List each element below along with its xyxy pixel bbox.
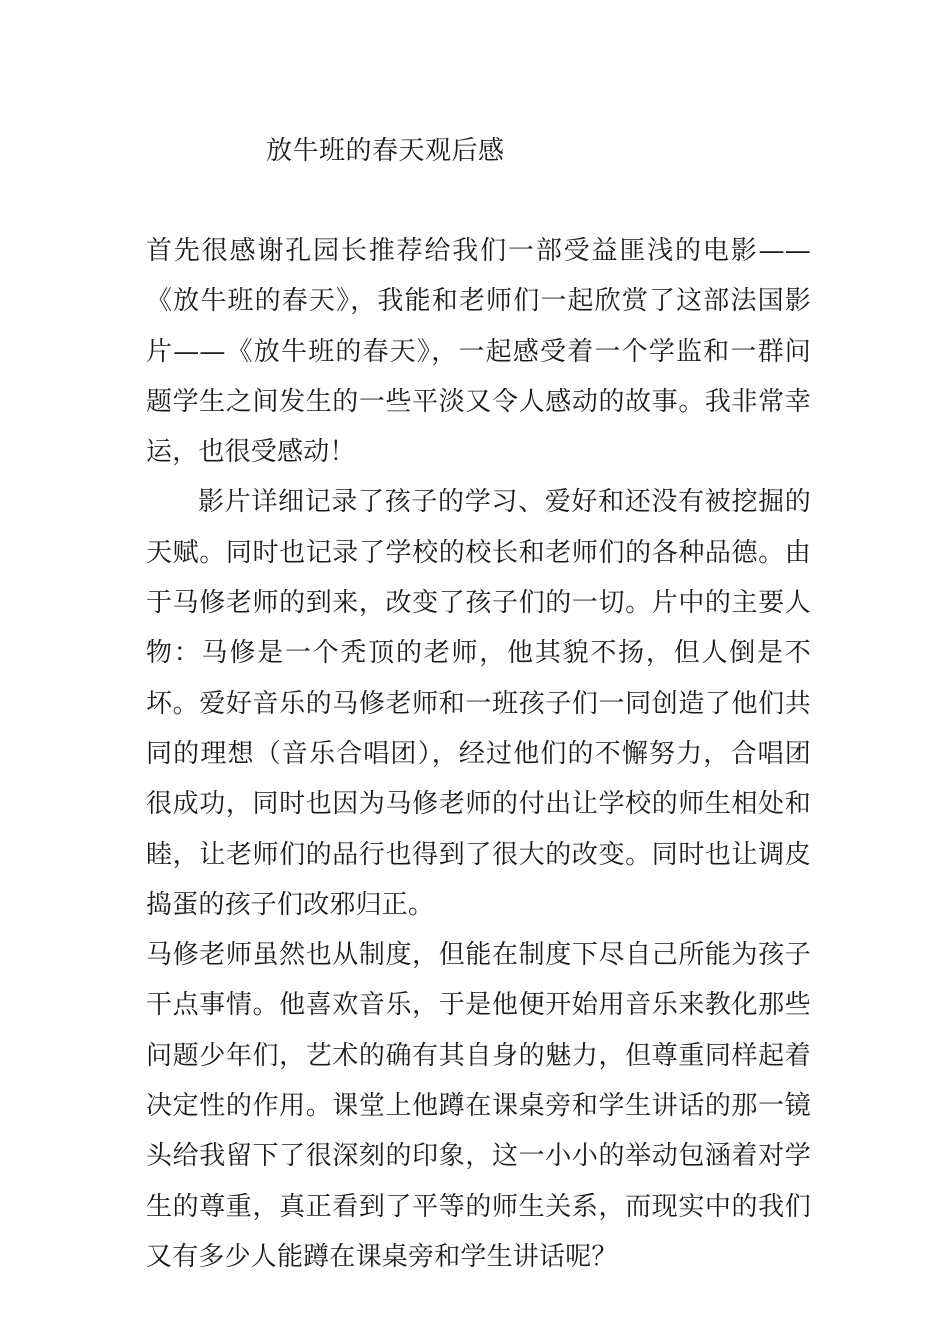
paragraph-film-summary: 影片详细记录了孩子的学习、爱好和还没有被挖掘的天赋。同时也记录了学校的校长和老师们的各种品德。由于马修老师的到来，改变了孩子们的一切。片中的主要人物：马修是一个秃顶的老师，他其貌不扬，但人倒是不坏。爱好音乐的马修老师和一班孩子们一同创造了他们共同的理想（音乐合唱团），经过他们的不懈努力，合唱团很成功，同时也因为马修老师的付出让学校的师生相处和睦，让老师们的品行也得到了很大的改变。同时也让调皮捣蛋的孩子们改邪归正。 [146,487,811,920]
paragraph-intro: 首先很感谢孔园长推荐给我们一部受益匪浅的电影——《放牛班的春天》，我能和老师们一起欣赏了这部法国影片——《放牛班的春天》，一起感受着一个学监和一群问题学生之间发生的一些平淡又令人感动的故事。我非常幸运，也很受感动！ [146,236,811,468]
document-body [146,226,811,1282]
document-title: 放牛班的春天观后感 [266,136,505,166]
paragraph-reflection: 马修老师虽然也从制度，但能在制度下尽自己所能为孩子干点事情。他喜欢音乐，于是他便开始用音乐来教化那些问题少年们，艺术的确有其自身的魅力，但尊重同样起着决定性的作用。课堂上他蹲在课桌旁和学生讲话的那一镜头给我留下了很深刻的印象，这一小小的举动包涵着对学生的尊重，真正看到了平等的师生关系，而现实中的我们又有多少人能蹲在课桌旁和学生讲话呢？ [146,940,811,1272]
